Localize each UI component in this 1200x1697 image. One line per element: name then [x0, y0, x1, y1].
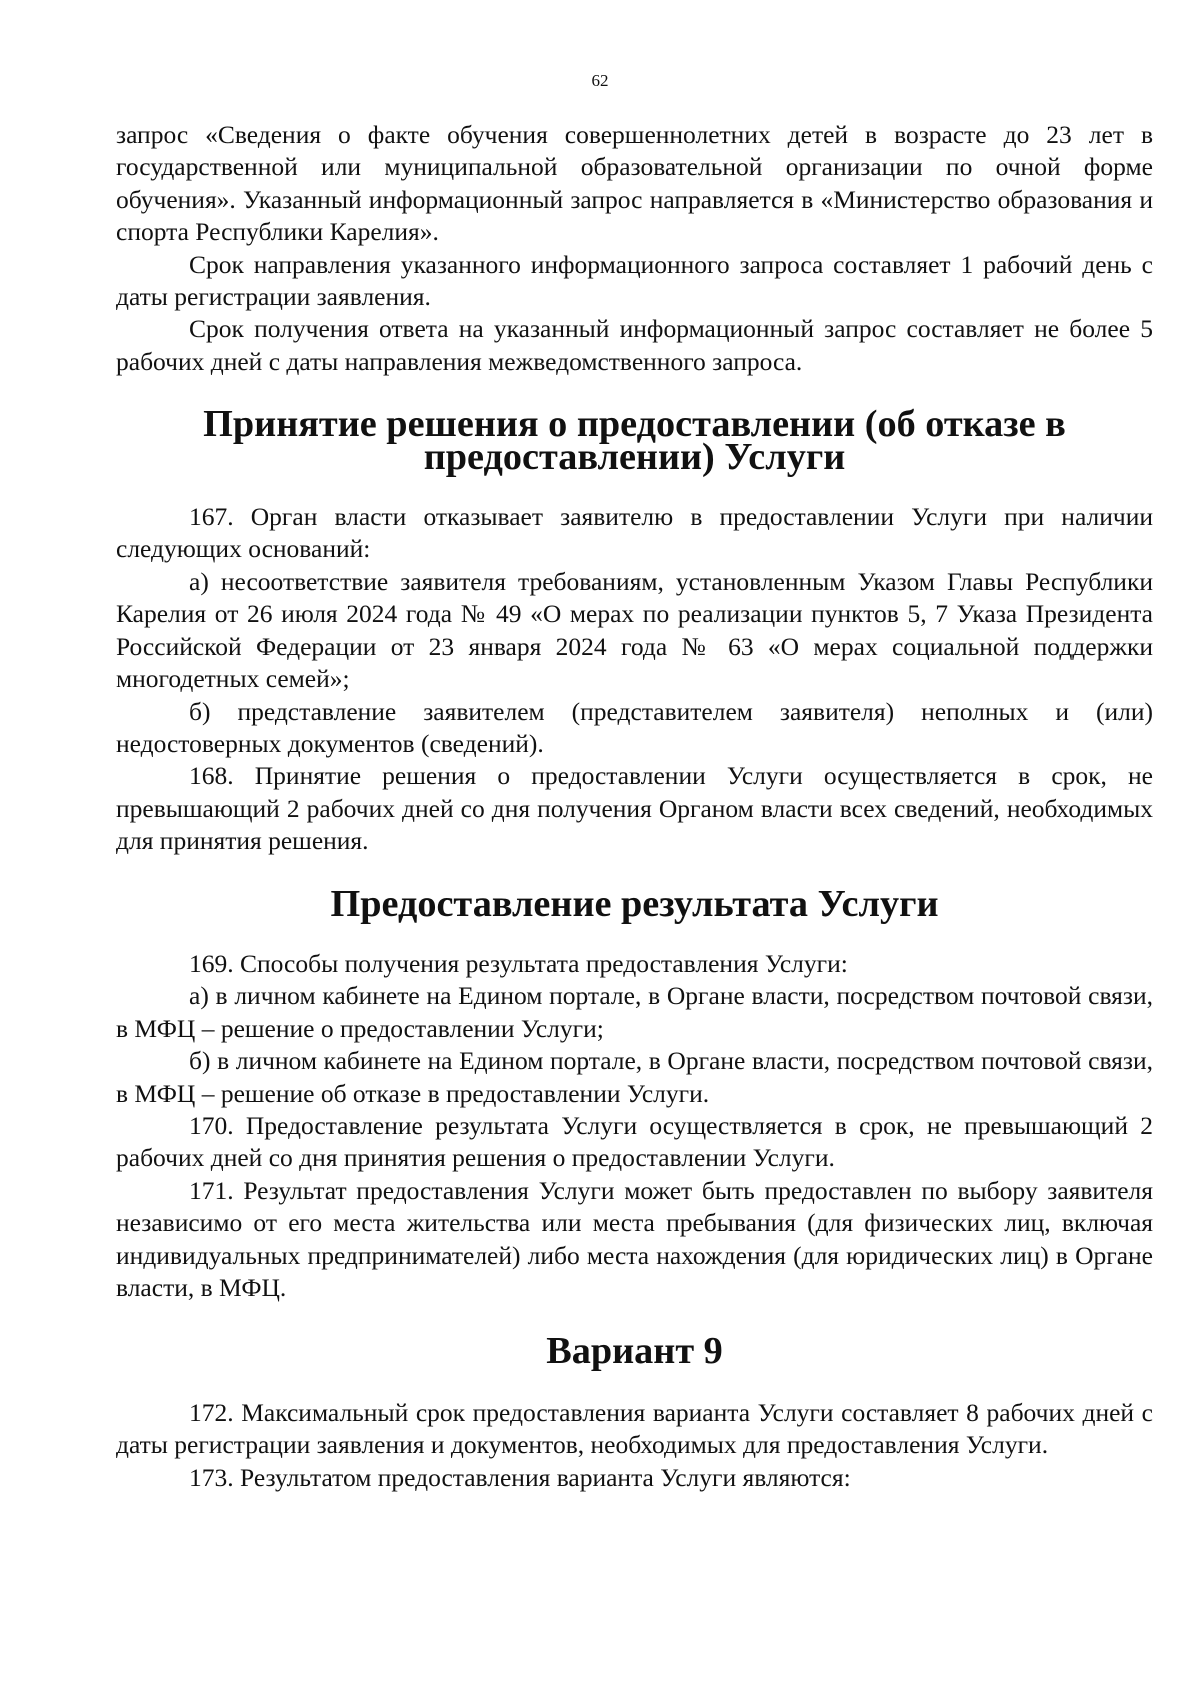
section-heading-variant-9: Вариант 9 — [546, 1330, 723, 1373]
section-heading-decision: Принятие решения о предоставлении (об отказе в предоставлении) Услуги — [203, 403, 1066, 478]
paragraph-172: 172. Максимальный срок предоставления варианта Услуги составляет 8 рабочих дней с даты регистрации заявления и документов, необходимых для предоставления Услуги. — [116, 1397, 1153, 1460]
paragraph-response-deadline: Срок получения ответа на указанный информационный запрос составляет не более 5 рабочих дней с даты направления межведомственного запроса. — [116, 314, 1153, 376]
section-heading-result: Предоставление результата Услуги — [330, 882, 939, 925]
paragraph-169-b: б) в личном кабинете на Едином портале, в Органе власти, посредством почтовой связи, в МФЦ – решение об отказе в предоставлении Услуги. — [116, 1046, 1153, 1108]
paragraph-request-continuation: запрос «Сведения о факте обучения совершеннолетних детей в возрасте до 23 лет в государственной или муниципальной образовательной организации по очной форме обучения». Указанный информационный запрос направляется в «Министерство образования и спорта Республики Карелия». — [116, 120, 1153, 247]
document-body — [116, 119, 1153, 1494]
paragraph-169: 169. Способы получения результата предоставления Услуги: — [189, 948, 848, 978]
paragraph-171: 171. Результат предоставления Услуги может быть предоставлен по выбору заявителя независимо от его места жительства или места пребывания (для физических лиц, включая индивидуальных предпринимателей) либо места нахождения (для юридических лиц) в Органе власти, в МФЦ. — [116, 1175, 1153, 1302]
paragraph-request-deadline: Срок направления указанного информационного запроса составляет 1 рабочий день с даты регистрации заявления. — [116, 249, 1153, 312]
paragraph-168: 168. Принятие решения о предоставлении Услуги осуществляется в срок, не превышающий 2 рабочих дней со дня получения Органом власти всех сведений, необходимых для принятия решения. — [116, 761, 1153, 856]
paragraph-170: 170. Предоставление результата Услуги осуществляется в срок, не превышающий 2 рабочих дней со дня принятия решения о предоставлении Услуги. — [116, 1110, 1153, 1173]
paragraph-173: 173. Результатом предоставления варианта Услуги являются: — [189, 1462, 851, 1492]
paragraph-167-b: б) представление заявителем (представителем заявителя) неполных и (или) недостоверных документов (сведений). — [116, 696, 1153, 758]
paragraph-169-a: а) в личном кабинете на Едином портале, в Органе власти, посредством почтовой связи, в МФЦ – решение о предоставлении Услуги; — [116, 981, 1153, 1043]
page-number: 62 — [591, 71, 609, 90]
paragraph-167: 167. Орган власти отказывает заявителю в предоставлении Услуги при наличии следующих оснований: — [116, 502, 1153, 564]
paragraph-167-a: а) несоответствие заявителя требованиям, установленным Указом Главы Республики Карелия от 26 июля 2024 года № 49 «О мерах по реализации пунктов 5, 7 Указа Президента Российской Федерации от 23 января 2024 года № 63 «О мерах социальной поддержки многодетных семей»; — [116, 566, 1153, 694]
